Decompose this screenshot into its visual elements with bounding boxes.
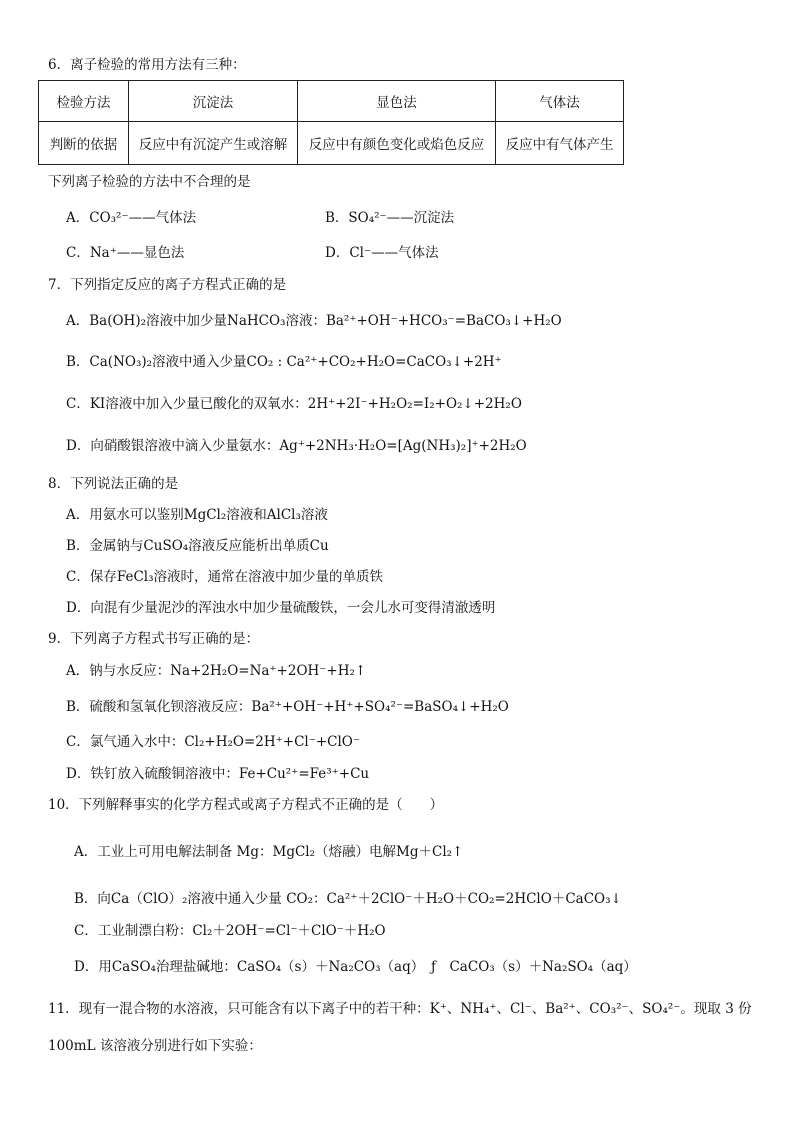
q6-stem: 6．离子检验的常用方法有三种： xyxy=(48,57,246,73)
method-table xyxy=(38,80,624,165)
table-cell: 反应中有沉淀产生或溶解 xyxy=(129,122,298,165)
q8-option-a: A．用氨水可以鉴别MgCl₂溶液和AlCl₃溶液 xyxy=(66,507,328,523)
q6-question: 下列离子检验的方法中不合理的是 xyxy=(48,174,251,190)
q10-option-c: C．工业制漂白粉：Cl₂＋2OH⁻=Cl⁻＋ClO⁻＋H₂O xyxy=(74,923,386,939)
table-cell: 沉淀法 xyxy=(129,81,298,122)
q8-option-d: D．向混有少量泥沙的浑浊水中加少量硫酸铁，一会儿水可变得清澈透明 xyxy=(66,600,496,616)
q10-option-b: B．向Ca（ClO）₂溶液中通入少量 CO₂：Ca²⁺＋2ClO⁻＋H₂O＋CO₂=2HClO＋CaCO₃↓ xyxy=(74,891,622,907)
q7-stem: 7．下列指定反应的离子方程式正确的是 xyxy=(48,277,287,293)
q11-line-1: 11．现有一混合物的水溶液，只可能含有以下离子中的若干种：K⁺、NH₄⁺、Cl⁻、Ba²⁺、CO₃²⁻、SO₄²⁻。现取 3 份 xyxy=(48,1001,752,1017)
table-cell: 检验方法 xyxy=(39,81,129,122)
table-cell: 反应中有气体产生 xyxy=(496,122,624,165)
q9-option-d: D．铁钉放入硫酸铜溶液中：Fe+Cu²⁺=Fe³⁺+Cu xyxy=(66,766,370,782)
q7-option-d: D．向硝酸银溶液中滴入少量氨水：Ag⁺+2NH₃·H₂O=[Ag(NH₃)₂]⁺+2H₂O xyxy=(66,438,527,454)
q9-stem: 9．下列离子方程式书写正确的是： xyxy=(48,631,260,647)
table-header-row xyxy=(39,81,624,122)
table-row xyxy=(39,122,624,165)
q6-option-c: C．Na⁺——显色法 xyxy=(66,245,185,261)
q6-option-d: D．Cl⁻——气体法 xyxy=(325,245,439,261)
q9-option-a: A．钠与水反应：Na+2H₂O=Na⁺+2OH⁻+H₂↑ xyxy=(66,663,367,679)
q8-option-b: B．金属钠与CuSO₄溶液反应能析出单质Cu xyxy=(66,538,329,554)
table-cell: 气体法 xyxy=(496,81,624,122)
table-cell: 显色法 xyxy=(298,81,496,122)
q6-option-b: B．SO₄²⁻——沉淀法 xyxy=(325,210,455,226)
q10-option-a: A．工业上可用电解法制备 Mg：MgCl₂（熔融）电解Mg＋Cl₂↑ xyxy=(74,844,464,860)
q6-option-a: A．CO₃²⁻——气体法 xyxy=(66,210,197,226)
q8-option-c: C．保存FeCl₃溶液时，通常在溶液中加少量的单质铁 xyxy=(66,569,384,585)
q11-line-2: 100mL 该溶液分别进行如下实验： xyxy=(48,1038,262,1054)
q10-option-d: D．用CaSO₄治理盐碱地：CaSO₄（s）＋Na₂CO₃（aq） ƒ CaCO₃（s）＋Na₂SO₄（aq） xyxy=(74,959,637,975)
q7-option-b: B．Ca(NO₃)₂溶液中通入少量CO₂ : Ca²⁺+CO₂+H₂O=CaCO₃↓+2H⁺ xyxy=(66,354,502,370)
table-cell: 判断的依据 xyxy=(39,122,129,165)
q9-option-b: B．硫酸和氢氧化钡溶液反应：Ba²⁺+OH⁻+H⁺+SO₄²⁻=BaSO₄↓+H₂O xyxy=(66,699,509,715)
q7-option-c: C．KI溶液中加入少量已酸化的双氧水：2H⁺+2I⁻+H₂O₂=I₂+O₂↓+2H₂O xyxy=(66,396,522,412)
q7-option-a: A．Ba(OH)₂溶液中加少量NaHCO₃溶液：Ba²⁺+OH⁻+HCO₃⁻=BaCO₃↓+H₂O xyxy=(66,313,562,329)
q9-option-c: C．氯气通入水中：Cl₂+H₂O=2H⁺+Cl⁻+ClO⁻ xyxy=(66,734,360,750)
q8-stem: 8．下列说法正确的是 xyxy=(48,476,179,492)
table-cell: 反应中有颜色变化或焰色反应 xyxy=(298,122,496,165)
q10-stem: 10．下列解释事实的化学方程式或离子方程式不正确的是（ ） xyxy=(48,797,444,813)
